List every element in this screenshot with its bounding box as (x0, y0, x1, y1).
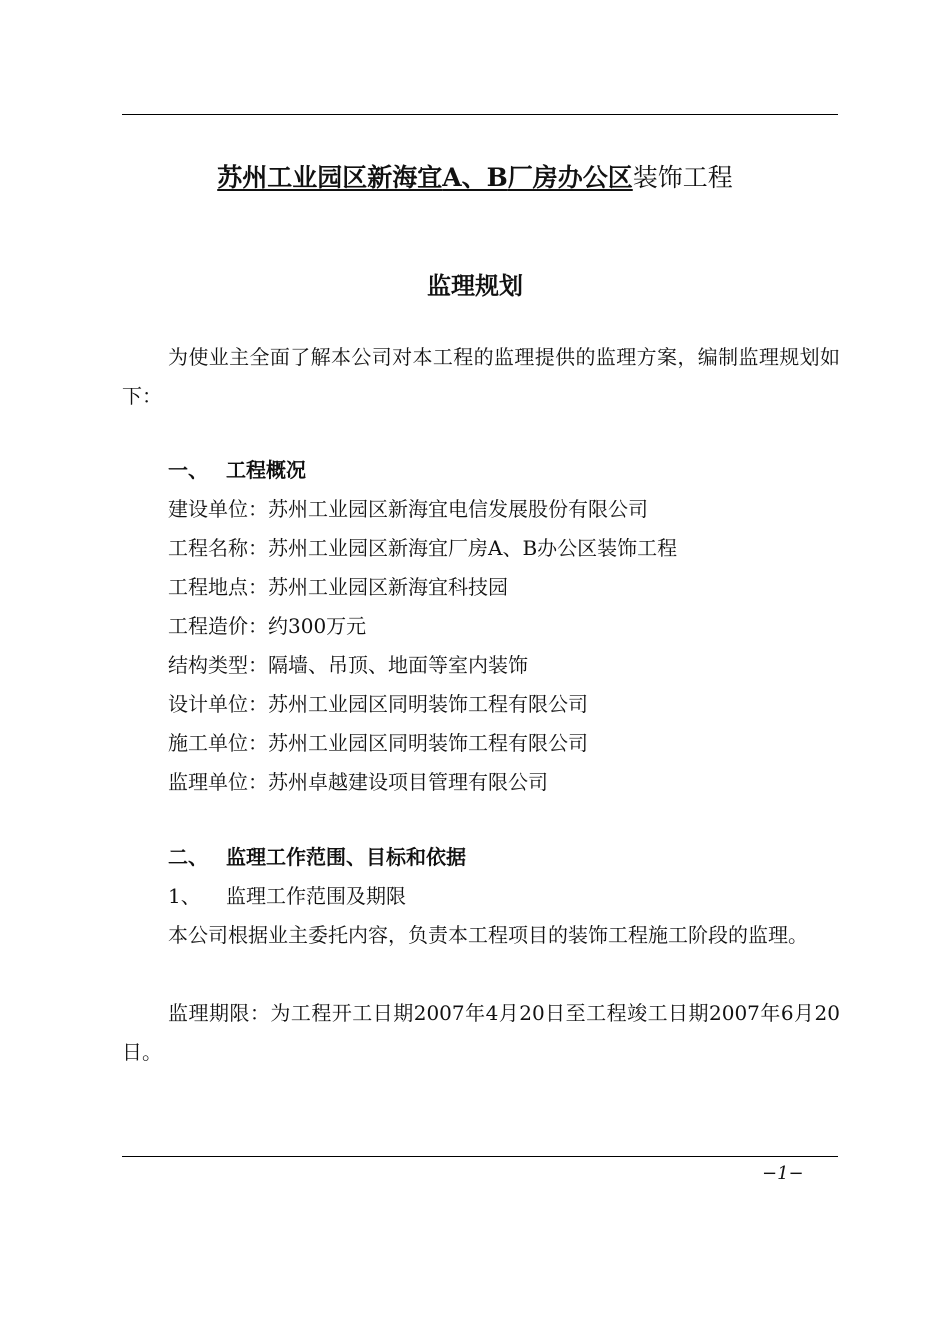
intro-paragraph: 为使业主全面了解本公司对本工程的监理提供的监理方案，编制监理规划如下： (122, 345, 840, 408)
info-line-contractor: 施工单位：苏州工业园区同明装饰工程有限公司 (168, 731, 588, 755)
info-line-supervisor: 监理单位：苏州卓越建设项目管理有限公司 (168, 770, 548, 794)
title-part-1: 苏州工业园区新海宜 (217, 163, 443, 192)
info-line-project-name: 工程名称：苏州工业园区新海宜厂房A、B办公区装饰工程 (168, 536, 678, 560)
section2-heading (168, 838, 466, 877)
info-line-client: 建设单位：苏州工业园区新海宜电信发展股份有限公司 (168, 497, 648, 521)
subsection1-title: 监理工作范围及期限 (226, 884, 406, 908)
info-line-location: 工程地点：苏州工业园区新海宜科技园 (168, 575, 508, 599)
section1-heading (168, 451, 306, 490)
info-line-cost: 工程造价：约300万元 (168, 614, 367, 638)
footer-rule (122, 1156, 838, 1157)
info-line-designer: 设计单位：苏州工业园区同明装饰工程有限公司 (168, 692, 588, 716)
page-number: −1− (762, 1163, 804, 1184)
document-title (0, 158, 950, 194)
section1-title: 工程概况 (226, 458, 306, 482)
document-subtitle: 监理规划 (427, 271, 523, 300)
scope-paragraph: 本公司根据业主委托内容，负责本工程项目的装饰工程施工阶段的监理。 (168, 923, 808, 947)
period-paragraph: 监理期限：为工程开工日期2007年4月20日至工程竣工日期2007年6月20日。 (122, 1001, 840, 1064)
section2-title: 监理工作范围、目标和依据 (226, 845, 466, 869)
title-part-4: 装饰工程 (632, 163, 733, 192)
section2-number: 二、 (168, 845, 208, 869)
info-line-structure: 结构类型：隔墙、吊顶、地面等室内装饰 (168, 653, 528, 677)
section1-number: 一、 (168, 458, 208, 482)
title-part-3: 厂房办公区 (507, 163, 633, 192)
header-rule (122, 114, 838, 115)
subsection1-heading (168, 877, 406, 916)
title-part-2: A、B (442, 163, 508, 192)
subsection1-number: 1、 (168, 884, 201, 908)
